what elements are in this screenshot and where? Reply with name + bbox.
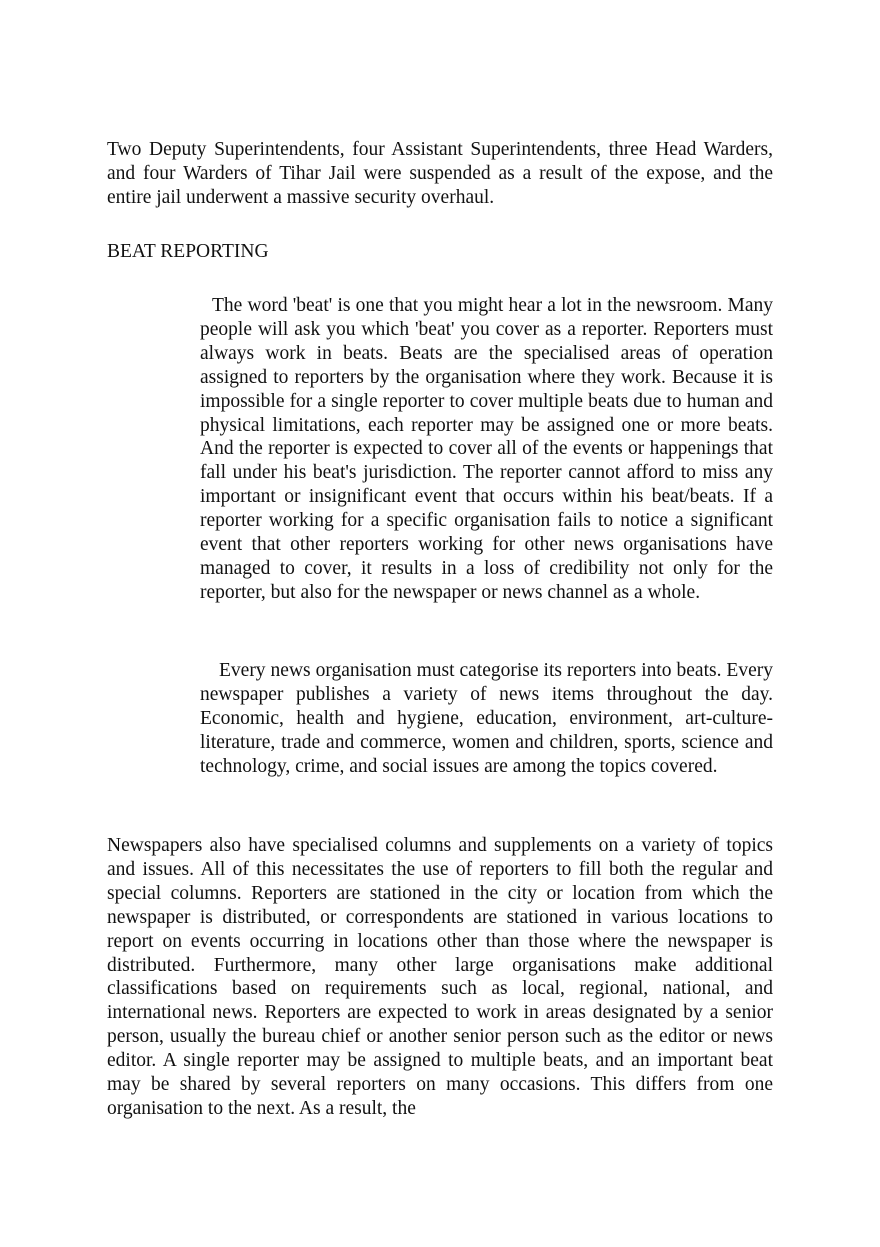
quote-paragraph-beat-categories: Every news organisation must categorise its reporters into beats. Every newspaper publishes a variety of news items throughout the day. Economic, health and hygiene, education, environment, art-culture-literature, trade and commerce, women and children, sports, science and technology, crime, and social issues are among the topics covered. [200,660,773,777]
closing-paragraph: Newspapers also have specialised columns and supplements on a variety of topics and issues. All of this necessitates the use of reporters to fill both the regular and special columns. Reporters are stationed in the city or location from which the newspaper is distributed, or correspondents are stationed in various locations to report on events occurring in locations other than those where the newspaper is distributed. Furthermore, many other large organisations make additional classifications based on requirements such as local, regional, national, and international news. Reporters are expected to work in areas designated by a senior person, usually the bureau chief or another senior person such as the editor or news editor. A single reporter may be assigned to multiple beats, and an important beat may be shared by several reporters on many occasions. This differs from one organisation to the next. As a result, the [107,835,773,1119]
intro-paragraph: Two Deputy Superintendents, four Assistant Superintendents, three Head Warders, and four Warders of Tihar Jail were suspended as a result of the expose, and the entire jail underwent a massive security overhaul. [107,139,773,208]
section-heading: BEAT REPORTING [107,241,269,262]
quote-paragraph-beat-definition: The word 'beat' is one that you might hear a lot in the newsroom. Many people will ask you which 'beat' you cover as a reporter. Reporters must always work in beats. Beats are the specialised areas of operation assigned to reporters by the organisation where they work. Because it is impossible for a single reporter to cover multiple beats due to human and physical limitations, each reporter may be assigned one or more beats. And the reporter is expected to cover all of the events or happenings that fall under his beat's jurisdiction. The reporter cannot afford to miss any important or insignificant event that occurs within his beat/beats. If a reporter working for a specific organisation fails to notice a significant event that other reporters working for other news organisations have managed to cover, it results in a loss of credibility not only for the reporter, but also for the newspaper or news channel as a whole. [200,295,773,603]
